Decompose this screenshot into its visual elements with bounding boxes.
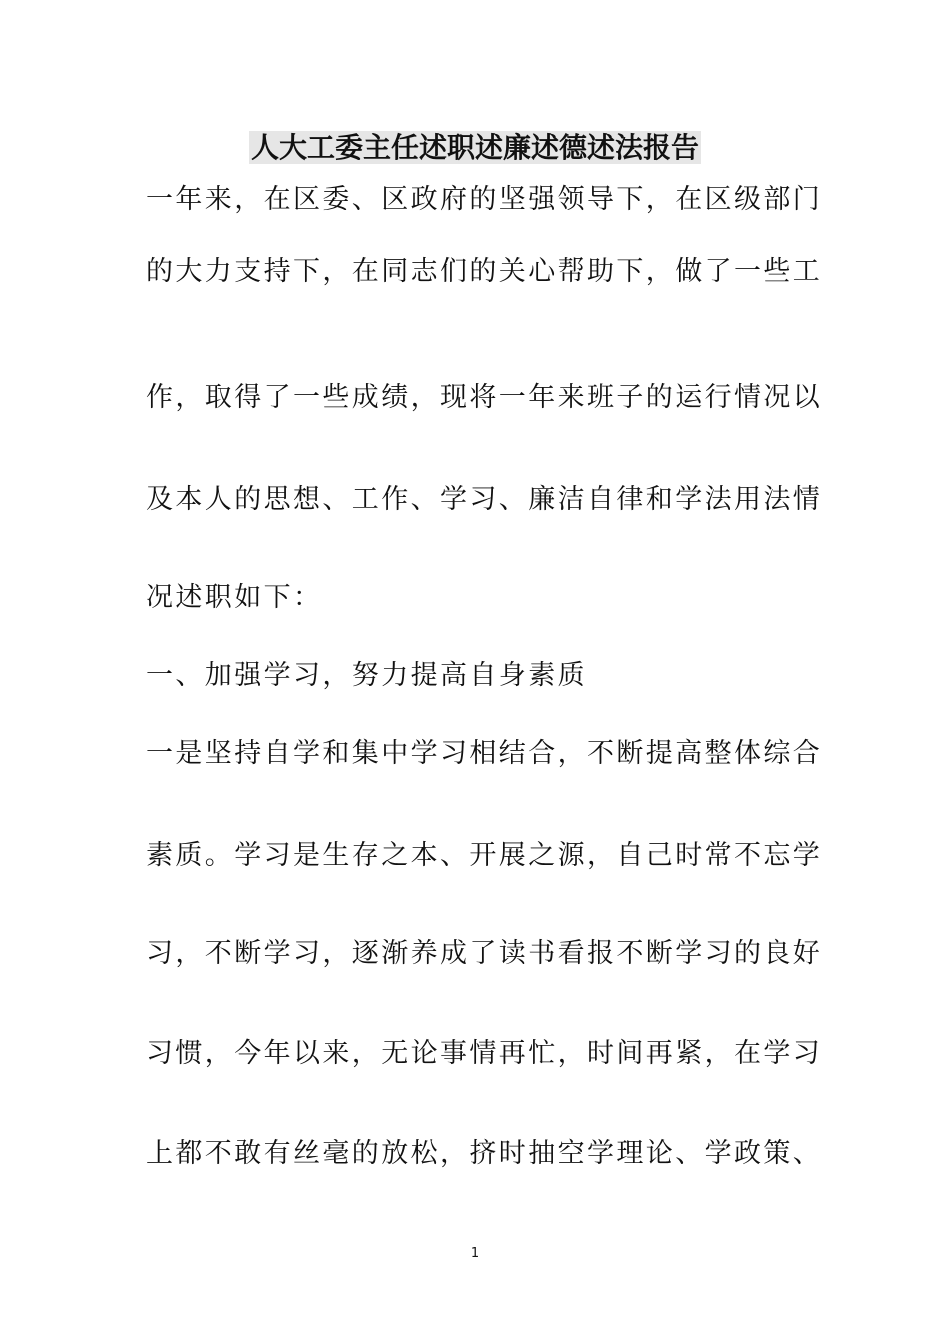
page-number: 1: [470, 1246, 480, 1261]
body-line-8: 素质。学习是生存之本、开展之源，自己时常不忘学: [146, 840, 823, 871]
document-title-text: 人大工委主任述职述廉述德述法报告: [250, 131, 699, 164]
document-title: [0, 128, 950, 168]
body-line-5: 况述职如下：: [146, 582, 323, 613]
body-line-4: 及本人的思想、工作、学习、廉洁自律和学法用法情: [146, 484, 823, 515]
body-line-9: 习，不断学习，逐渐养成了读书看报不断学习的良好: [146, 938, 823, 969]
body-line-11: 上都不敢有丝毫的放松，挤时抽空学理论、学政策、: [146, 1138, 823, 1169]
body-line-7: 一是坚持自学和集中学习相结合，不断提高整体综合: [146, 738, 823, 769]
body-line-1: 一年来，在区委、区政府的坚强领导下，在区级部门: [146, 184, 823, 215]
section-heading: 一、加强学习，努力提高自身素质: [146, 660, 587, 691]
body-line-2: 的大力支持下，在同志们的关心帮助下，做了一些工: [146, 256, 823, 287]
body-line-10: 习惯，今年以来，无论事情再忙，时间再紧，在学习: [146, 1038, 823, 1069]
body-line-3: 作，取得了一些成绩，现将一年来班子的运行情况以: [146, 382, 823, 413]
